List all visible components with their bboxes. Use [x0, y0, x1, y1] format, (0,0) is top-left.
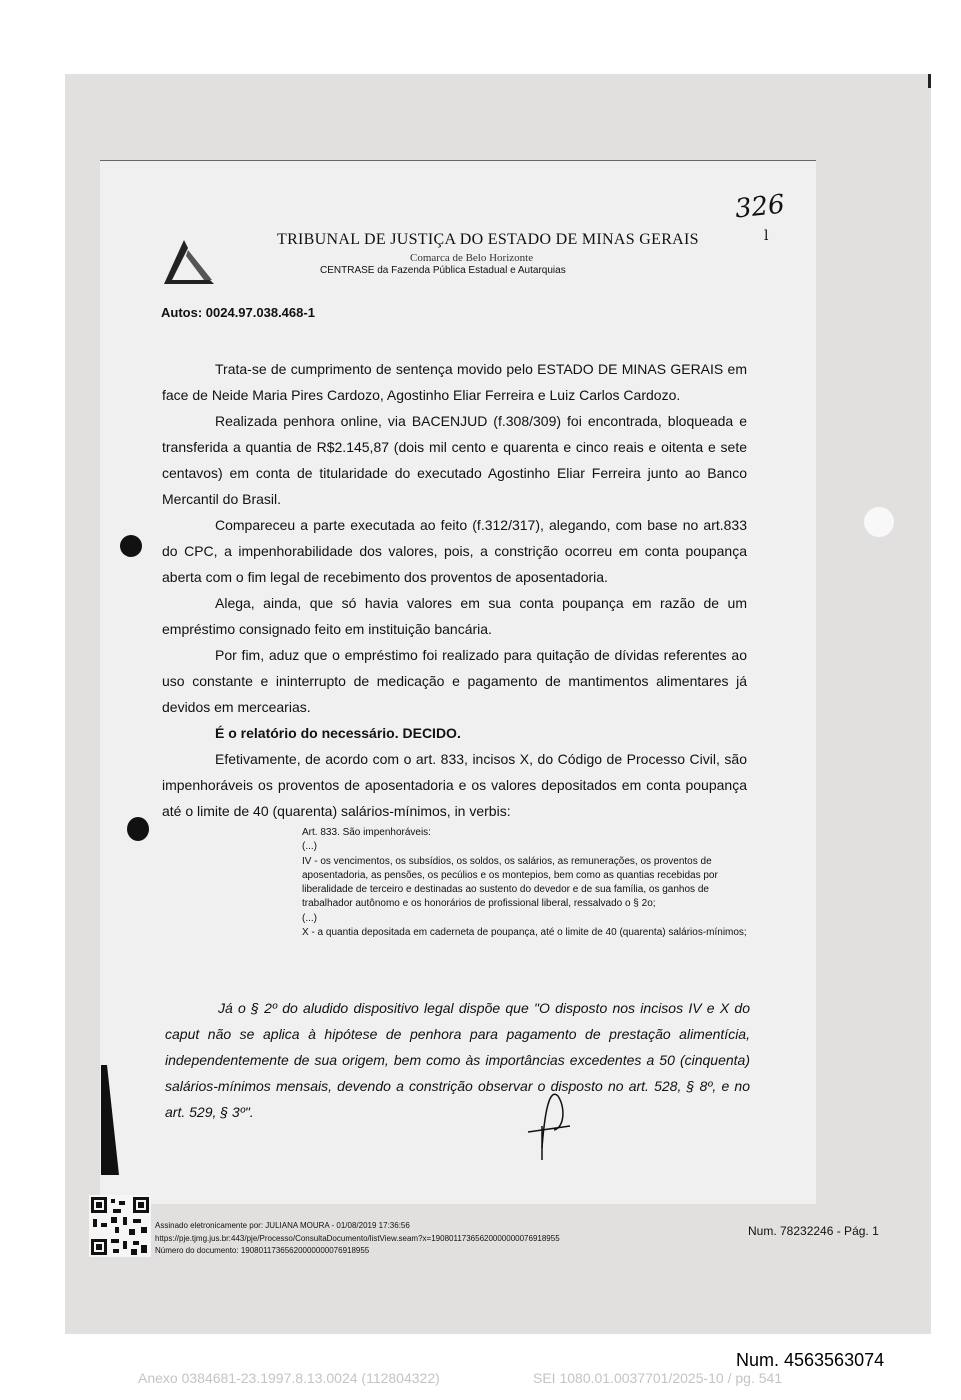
- footer-sei: SEI 1080.01.0037701/2025-10 / pg. 541: [533, 1370, 783, 1386]
- paragraph: Realizada penhora online, via BACENJUD (f.308/309) foi encontrada, bloqueada e transferida a quantia de R$2.145,87 (dois mil cento e quarenta e cinco reais e oitenta e sete centavos) em conta de titularidade do executado Agostinho Eliar Ferreira junto ao Banco Mercantil do Brasil.: [162, 413, 747, 507]
- court-unit: CENTRASE da Fazenda Pública Estadual e Autarquias: [320, 265, 566, 276]
- footer-anexo: Anexo 0384681-23.1997.8.13.0024 (112804322): [138, 1370, 440, 1386]
- quote-line: IV - os vencimentos, os subsídios, os soldos, os salários, as remunerações, os proventos de aposentadoria, as pensões, os pecúlios e os montepios, bem como as quantias recebidas por liberalidade de terceiro e destinadas ao sustento do devedor e de sua família, os ganhos de trabalhador autônomo e os honorários de profissional liberal, ressalvado o § 2o;: [302, 855, 718, 910]
- court-title: TRIBUNAL DE JUSTIÇA DO ESTADO DE MINAS GERAIS: [277, 231, 699, 248]
- quote-line: X - a quantia depositada em caderneta de poupança, até o limite de 40 (quarenta) salários-mínimos;: [302, 927, 747, 939]
- court-subtitle: Comarca de Belo Horizonte: [410, 252, 534, 264]
- paragraph: Alega, ainda, que só havia valores em sua conta poupança em razão de um empréstimo consignado feito em instituição bancária.: [162, 595, 747, 637]
- paragraph: Compareceu a parte executada ao feito (f.312/317), alegando, com base no art.833 do CPC, a impenhorabilidade dos valores, pois, a constrição ocorreu em conta poupança aberta com o fim legal de recebimento dos proventos de aposentadoria.: [162, 517, 747, 585]
- punch-hole: [120, 535, 142, 557]
- quote-line: (...): [302, 841, 317, 853]
- quote-line: Art. 833. São impenhoráveis:: [302, 827, 431, 838]
- legal-quote: [302, 826, 750, 940]
- punch-hole: [864, 507, 894, 537]
- footer-num: Num. 4563563074: [736, 1350, 885, 1370]
- paragraph: Por fim, aduz que o empréstimo foi realizado para quitação de dívidas referentes ao uso constante e ininterrupto de medicação e pagamento de mantimentos alimentares já devidos em mercearias.: [162, 647, 747, 715]
- document-number: Número do documento: 19080117365620000000076918955: [155, 1246, 370, 1255]
- qr-code-icon: [89, 1195, 151, 1257]
- decision-body: [162, 356, 747, 824]
- case-number: Autos: 0024.97.038.468-1: [161, 305, 315, 320]
- paragraph-heading: É o relatório do necessário. DECIDO.: [215, 725, 461, 741]
- punch-hole: [127, 817, 149, 841]
- document-url: https://pje.tjmg.jus.br:443/pje/Processo/ConsultaDocumento/listView.seam?x=19080117365620000000076918955: [155, 1233, 560, 1243]
- tjmg-logo-icon: [160, 236, 218, 288]
- paragraph: Já o § 2º do aludido dispositivo legal dispõe que "O disposto nos incisos IV e X do caput não se aplica à hipótese de penhora para pagamento de prestação alimentícia, independentemente de sua origem, bem como às importâncias excedentes a 50 (cinquenta) salários-mínimos mensais, devendo a constrição observar o disposto no art. 528, § 8º, e no art. 529, § 3º".: [165, 1000, 750, 1120]
- handwritten-mark: l: [764, 228, 769, 244]
- final-paragraph-block: [165, 995, 750, 1125]
- signature-mark-icon: [520, 1078, 590, 1163]
- paper-top-edge: [100, 160, 816, 161]
- electronic-signature-block: [155, 1220, 560, 1258]
- handwritten-page-number: 326: [733, 189, 787, 225]
- paragraph: Trata-se de cumprimento de sentença movido pelo ESTADO DE MINAS GERAIS em face de Neide Maria Pires Cardozo, Agostinho Eliar Ferreira e Luiz Carlos Cardozo.: [162, 361, 747, 403]
- binding-shadow: [99, 1065, 119, 1175]
- paragraph: Efetivamente, de acordo com o art. 833, incisos X, do Código de Processo Civil, são impenhoráveis os proventos de aposentadoria e os valores depositados em conta poupança até o limite de 40 (quarenta) salários-mínimos, in verbis:: [162, 751, 747, 819]
- scan-edge-mark: [928, 74, 931, 88]
- signed-by: Assinado eletronicamente por: JULIANA MOURA - 01/08/2019 17:36:56: [155, 1221, 410, 1230]
- quote-line: (...): [302, 912, 317, 924]
- page-reference: Num. 78232246 - Pág. 1: [748, 1224, 879, 1238]
